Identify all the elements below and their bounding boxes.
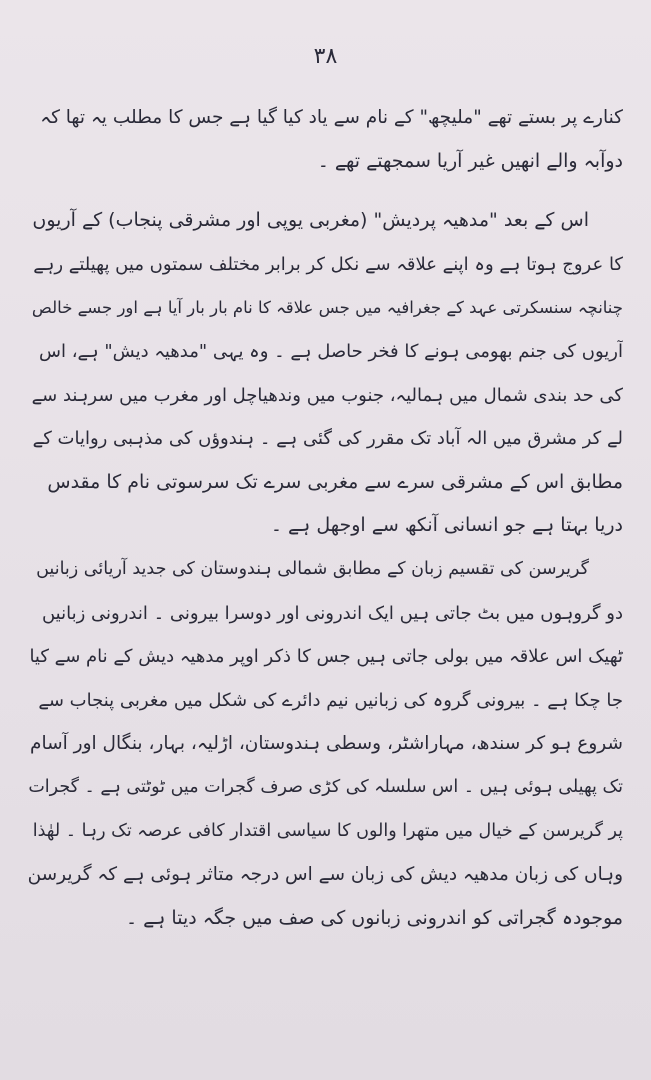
text-line: موجودہ گجراتی کو اندرونی زبانوں کی صف میں جگہ دیتا ہے ۔ bbox=[125, 906, 623, 929]
text-line: دریا بہتا ہے جو انسانی آنکھ سے اوجھل ہے ۔ bbox=[270, 514, 623, 537]
paragraph-2 bbox=[28, 199, 623, 548]
text-line: دوآبہ والے انھیں غیر آریا سمجھتے تھے ۔ bbox=[317, 149, 623, 172]
text-line: اس کے بعد "مدھیہ پردیش" (مغربی یوپی اور مشرقی پنجاب) کے آریوں bbox=[32, 209, 589, 232]
text-line: جا چکا ہے ۔ بیرونی گروہ کی زبانیں نیم دائرے کی شکل میں مغربی پنجاب سے bbox=[38, 689, 623, 711]
paragraph-3 bbox=[28, 548, 623, 940]
text-line: ٹھیک اس علاقہ میں بولی جاتی ہیں جس کا ذکر اوپر مدھیہ دیش کے نام سے کیا bbox=[29, 646, 623, 668]
text-line: کنارے پر بستے تھے "ملیچھ" کے نام سے یاد کیا گیا ہے جس کا مطلب یہ تھا کہ bbox=[40, 107, 623, 128]
text-line: لے کر مشرق میں الہ آباد تک مقرر کی گئی ہے ۔ ہندوؤں کی مذہبی روایات کے bbox=[32, 428, 623, 450]
text-line: شروع ہو کر سندھ، مہاراشٹر، وسطی ہندوستان، اڑلیہ، بہار، بنگال اور آسام bbox=[30, 733, 623, 755]
text-line: تک پھیلی ہوئی ہیں ۔ اس سلسلہ کی کڑی صرف گجرات میں ٹوٹتی ہے ۔ گجرات bbox=[28, 776, 623, 797]
paragraph-1 bbox=[28, 96, 623, 183]
text-line: چنانچہ سنسکرتی عہد کے جغرافیہ میں جس علاقہ کا نام بار بار آیا ہے اور جسے خالص bbox=[31, 298, 623, 318]
text-line: کی حد بندی شمال میں ہمالیہ، جنوب میں وندھیاچل اور مغرب میں سرہند سے bbox=[31, 384, 623, 406]
text-line: آریوں کی جنم بھومی ہونے کا فخر حاصل ہے ۔ وہ یہی "مدھیہ دیش" ہے، اس bbox=[39, 340, 623, 362]
text-line: پر گریرسن کے خیال میں متھرا والوں کا سیاسی اقتدار کافی عرصہ تک رہا ۔ لھٰذا bbox=[32, 820, 623, 841]
text-line: وہاں کی زبان مدھیہ دیش کی زبان سے اس درجہ متاثر ہوئی ہے کہ گریرسن bbox=[28, 864, 623, 886]
text-line: کا عروج ہوتا ہے وہ اپنے علاقہ سے نکل کر برابر مختلف سمتوں میں پھیلتے رہے bbox=[33, 253, 623, 275]
text-line: دو گروہوں میں بٹ جاتی ہیں ایک اندرونی اور دوسرا بیرونی ۔ اندرونی زبانیں bbox=[41, 602, 623, 624]
body-text bbox=[28, 96, 623, 940]
text-line: گریرسن کی تقسیم زبان کے مطابق شمالی ہندوستان کی جدید آریائی زبانیں bbox=[36, 558, 589, 579]
page-number: ۳۸ bbox=[313, 44, 338, 69]
text-line: مطابق اس کے مشرقی سرے سے مغربی سرے تک سرسوتی نام کا مقدس bbox=[47, 470, 623, 493]
